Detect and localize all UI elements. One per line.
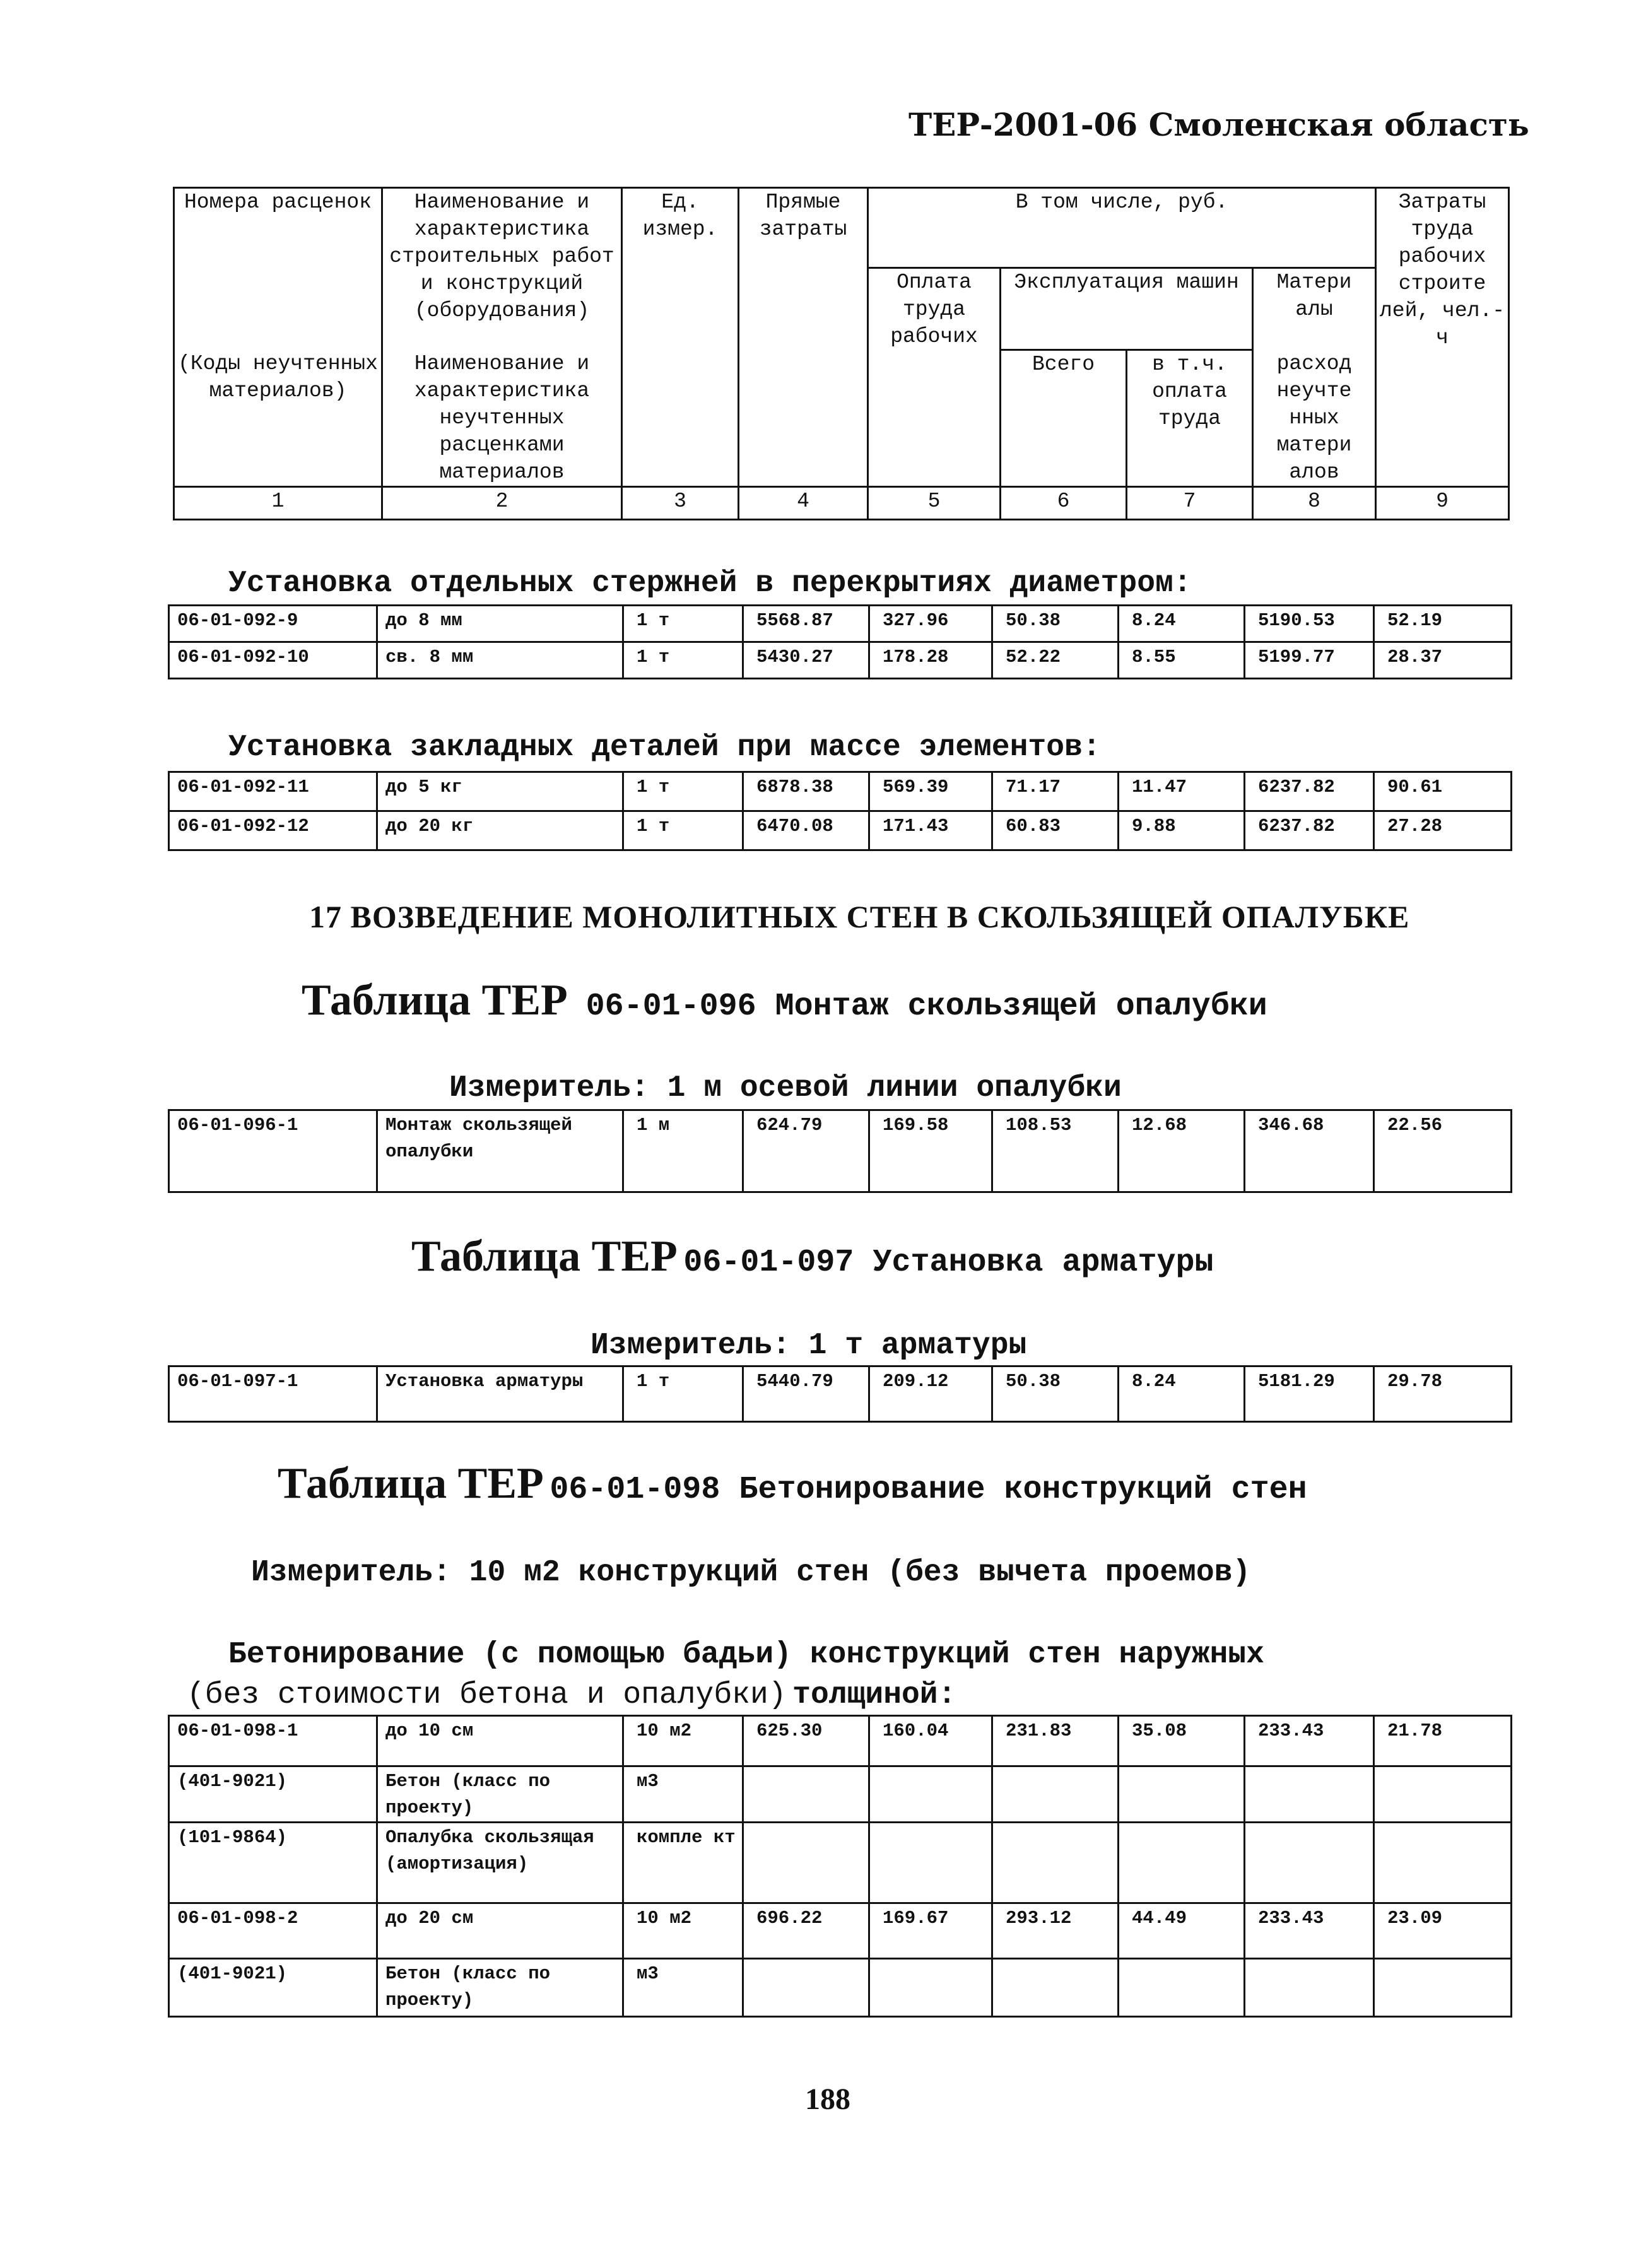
- table-cell: 169.67: [869, 1903, 992, 1959]
- hdr-rate-numbers: Номера расценок: [174, 188, 382, 350]
- table-cell: 06-01-092-11: [169, 772, 377, 811]
- table-cell: 5440.79: [743, 1366, 869, 1422]
- table-cell: 209.12: [869, 1366, 992, 1422]
- table-cell: [1119, 1959, 1245, 2017]
- table-cell: 5190.53: [1245, 606, 1374, 642]
- table-cell: 346.68: [1245, 1110, 1374, 1192]
- table-cell: до 10 см: [377, 1716, 623, 1766]
- hdr-materials: Матери алы: [1253, 268, 1376, 350]
- table-cell: 28.37: [1374, 642, 1512, 679]
- table-cell: 327.96: [869, 606, 992, 642]
- table-cell: [743, 1823, 869, 1903]
- table-cell: до 5 кг: [377, 772, 623, 811]
- subtitle-098: Бетонирование (с помощью бадьи) конструкций стен наружных: [228, 1638, 1264, 1672]
- table-cell: (401-9021): [169, 1766, 377, 1823]
- page-number: 188: [805, 2083, 850, 2116]
- hdr-unaccounted-codes: (Коды неучтенных материалов): [174, 350, 382, 487]
- table-cell: [1119, 1823, 1245, 1903]
- table-cell: до 8 мм: [377, 606, 623, 642]
- table-cell: Установка арматуры: [377, 1366, 623, 1422]
- table-row: [169, 772, 1512, 811]
- table-cell: 1 т: [623, 1366, 743, 1422]
- hdr-num-4: 4: [739, 486, 868, 519]
- hdr-num-3: 3: [622, 486, 739, 519]
- table-cell: св. 8 мм: [377, 642, 623, 679]
- table-cell: [1374, 1766, 1512, 1823]
- table-cell: [1374, 1823, 1512, 1903]
- table-cell: 44.49: [1119, 1903, 1245, 1959]
- table-cell: 6878.38: [743, 772, 869, 811]
- table-cell: 1 т: [623, 606, 743, 642]
- table-cell: 169.58: [869, 1110, 992, 1192]
- table-cell: 6237.82: [1245, 811, 1374, 850]
- table-cell: 06-01-097-1: [169, 1366, 377, 1422]
- table-cell: 6237.82: [1245, 772, 1374, 811]
- hdr-work-name: Наименование и характеристика строительных работ и конструкций (оборудования): [382, 188, 622, 350]
- table-cell: 8.24: [1119, 1366, 1245, 1422]
- table-cell: Бетон (класс по проекту): [377, 1766, 623, 1823]
- table-cell: 233.43: [1245, 1903, 1374, 1959]
- rate-table-098: [168, 1715, 1512, 2018]
- table-cell: 171.43: [869, 811, 992, 850]
- table-row: [169, 1903, 1512, 1959]
- table-cell: 10 м2: [623, 1903, 743, 1959]
- table-cell: 06-01-098-2: [169, 1903, 377, 1959]
- table-cell: 06-01-092-9: [169, 606, 377, 642]
- table-cell: 1 м: [623, 1110, 743, 1192]
- hdr-unaccounted-consumption: расход неучте нных матери алов: [1253, 350, 1376, 487]
- table-cell: [1119, 1766, 1245, 1823]
- table-cell: [1374, 1959, 1512, 2017]
- hdr-num-7: 7: [1127, 486, 1253, 519]
- table-row: [169, 1823, 1512, 1903]
- hdr-machines-total: Всего: [1001, 350, 1127, 487]
- table-cell: 29.78: [1374, 1366, 1512, 1422]
- table-code-title: 06-01-098 Бетонирование конструкций стен: [550, 1472, 1307, 1508]
- table-cell: 06-01-092-12: [169, 811, 377, 850]
- table-title-098: [278, 1459, 1307, 1509]
- table-cell: 06-01-096-1: [169, 1110, 377, 1192]
- meter-098: Измеритель: 10 м2 конструкций стен (без вычета проемов): [251, 1556, 1251, 1590]
- table-row: [169, 811, 1512, 850]
- table-cell: 10 м2: [623, 1716, 743, 1766]
- subtitle-light: (без стоимости бетона и опалубки): [187, 1678, 787, 1712]
- subtitle-tail: толщиной:: [792, 1678, 956, 1712]
- table-cell: 293.12: [992, 1903, 1119, 1959]
- table-row: [169, 1366, 1512, 1422]
- table-cell: 60.83: [992, 811, 1119, 850]
- table-cell: 9.88: [1119, 811, 1245, 850]
- table-cell: 50.38: [992, 1366, 1119, 1422]
- table-row: [169, 1959, 1512, 2017]
- table-cell: (401-9021): [169, 1959, 377, 2017]
- table-prefix: Таблица ТЕР: [278, 1459, 544, 1508]
- hdr-unaccounted-names: Наименование и характеристика неучтенных расценками материалов: [382, 350, 622, 487]
- subtitle-098-line2: [187, 1678, 956, 1712]
- table-cell: 12.68: [1119, 1110, 1245, 1192]
- meter-096: Измеритель: 1 м осевой линии опалубки: [449, 1071, 1122, 1105]
- rate-table-embedded: [168, 771, 1512, 851]
- table-cell: Монтаж скользящей опалубки: [377, 1110, 623, 1192]
- table-cell: [1245, 1823, 1374, 1903]
- hdr-machines: Эксплуатация машин: [1001, 268, 1253, 350]
- table-cell: 624.79: [743, 1110, 869, 1192]
- table-cell: [743, 1766, 869, 1823]
- table-cell: [992, 1766, 1119, 1823]
- table-cell: 21.78: [1374, 1716, 1512, 1766]
- table-cell: м3: [623, 1959, 743, 2017]
- table-cell: 625.30: [743, 1716, 869, 1766]
- table-cell: 1 т: [623, 811, 743, 850]
- table-cell: 6470.08: [743, 811, 869, 850]
- table-cell: 06-01-092-10: [169, 642, 377, 679]
- table-cell: 52.19: [1374, 606, 1512, 642]
- hdr-unit: Ед. измер.: [622, 188, 739, 487]
- meter-097: Измеритель: 1 т арматуры: [591, 1329, 1027, 1363]
- table-cell: 233.43: [1245, 1716, 1374, 1766]
- table-cell: 27.28: [1374, 811, 1512, 850]
- table-cell: до 20 см: [377, 1903, 623, 1959]
- hdr-num-5: 5: [868, 486, 1001, 519]
- table-cell: [743, 1959, 869, 2017]
- hdr-direct-costs: Прямые затраты: [739, 188, 868, 487]
- table-cell: 50.38: [992, 606, 1119, 642]
- table-code-title: 06-01-096 Монтаж скользящей опалубки: [585, 989, 1267, 1025]
- hdr-machines-labor: в т.ч. оплата труда: [1127, 350, 1253, 487]
- section-title-embedded: Установка закладных деталей при массе элементов:: [228, 731, 1101, 765]
- chapter-title: 17 ВОЗВЕДЕНИЕ МОНОЛИТНЫХ СТЕН В СКОЛЬЗЯЩЕЙ ОПАЛУБКЕ: [309, 899, 1410, 934]
- table-cell: 06-01-098-1: [169, 1716, 377, 1766]
- table-cell: [869, 1823, 992, 1903]
- table-row: [169, 642, 1512, 679]
- table-cell: 23.09: [1374, 1903, 1512, 1959]
- hdr-num-9: 9: [1376, 486, 1509, 519]
- table-cell: 5199.77: [1245, 642, 1374, 679]
- table-cell: 11.47: [1119, 772, 1245, 811]
- table-cell: (101-9864): [169, 1823, 377, 1903]
- table-cell: 8.24: [1119, 606, 1245, 642]
- table-row: [169, 606, 1512, 642]
- table-cell: м3: [623, 1766, 743, 1823]
- table-cell: 231.83: [992, 1716, 1119, 1766]
- table-cell: Опалубка скользящая (амортизация): [377, 1823, 623, 1903]
- table-row: [169, 1766, 1512, 1823]
- table-cell: 178.28: [869, 642, 992, 679]
- table-cell: [1245, 1766, 1374, 1823]
- table-cell: 52.22: [992, 642, 1119, 679]
- table-prefix: Таблица ТЕР: [411, 1232, 678, 1281]
- table-cell: [869, 1959, 992, 2017]
- hdr-num-1: 1: [174, 486, 382, 519]
- rate-table-rods: [168, 604, 1512, 679]
- table-cell: 5430.27: [743, 642, 869, 679]
- running-header: ТЕР-2001-06 Смоленская область: [908, 106, 1529, 143]
- hdr-num-2: 2: [382, 486, 622, 519]
- table-cell: 35.08: [1119, 1716, 1245, 1766]
- table-cell: до 20 кг: [377, 811, 623, 850]
- hdr-labor-hours: Затраты труда рабочих строите лей, чел.-ч: [1376, 188, 1509, 487]
- table-prefix: Таблица ТЕР: [302, 976, 568, 1025]
- section-title-rods: Установка отдельных стержней в перекрытиях диаметром:: [228, 567, 1192, 601]
- table-row: [169, 1110, 1512, 1192]
- table-cell: [869, 1766, 992, 1823]
- table-cell: [1245, 1959, 1374, 2017]
- table-cell: 5181.29: [1245, 1366, 1374, 1422]
- table-title-096: [302, 975, 1267, 1026]
- rate-table-097: [168, 1365, 1512, 1423]
- table-cell: 569.39: [869, 772, 992, 811]
- table-cell: Бетон (класс по проекту): [377, 1959, 623, 2017]
- table-cell: компле кт: [623, 1823, 743, 1903]
- hdr-num-6: 6: [1001, 486, 1127, 519]
- table-cell: 160.04: [869, 1716, 992, 1766]
- hdr-including: В том числе, руб.: [868, 188, 1376, 268]
- table-cell: 696.22: [743, 1903, 869, 1959]
- column-header-table: [173, 187, 1510, 520]
- hdr-workers-pay: Оплата труда рабочих: [868, 268, 1001, 487]
- table-cell: 108.53: [992, 1110, 1119, 1192]
- table-cell: [992, 1959, 1119, 2017]
- table-cell: 71.17: [992, 772, 1119, 811]
- table-cell: 1 т: [623, 772, 743, 811]
- table-title-097: [411, 1231, 1214, 1282]
- rate-table-096: [168, 1109, 1512, 1193]
- table-cell: [992, 1823, 1119, 1903]
- table-cell: 90.61: [1374, 772, 1512, 811]
- table-code-title: 06-01-097 Установка арматуры: [683, 1245, 1214, 1281]
- hdr-num-8: 8: [1253, 486, 1376, 519]
- table-cell: 5568.87: [743, 606, 869, 642]
- table-cell: 22.56: [1374, 1110, 1512, 1192]
- table-cell: 8.55: [1119, 642, 1245, 679]
- table-cell: 1 т: [623, 642, 743, 679]
- table-row: [169, 1716, 1512, 1766]
